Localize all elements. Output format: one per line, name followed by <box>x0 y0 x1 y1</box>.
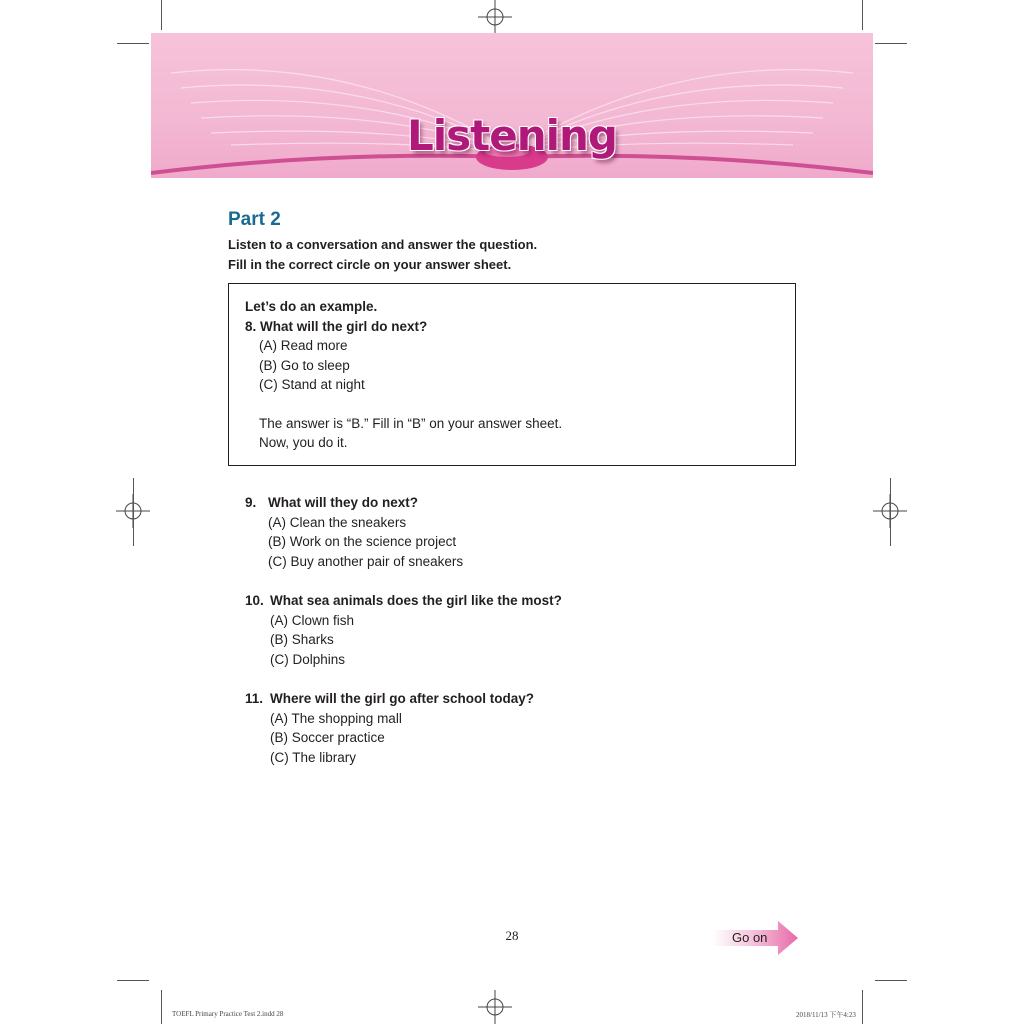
answer-option: (B) Sharks <box>270 632 334 647</box>
crop-mark <box>875 43 907 44</box>
crop-mark <box>133 478 134 546</box>
example-closing: Now, you do it. <box>259 435 348 450</box>
footer-filename: TOEFL Primary Practice Test 2.indd 28 <box>172 1010 284 1018</box>
instruction-text: Listen to a conversation and answer the question. <box>228 237 538 252</box>
question-number: 9. <box>245 495 257 510</box>
answer-option: (C) The library <box>270 750 357 765</box>
example-option: (A) Read more <box>259 338 348 353</box>
question-text: Where will the girl go after school today? <box>270 691 535 706</box>
answer-option: (B) Work on the science project <box>268 534 457 549</box>
question-number: 10. <box>245 593 264 608</box>
crop-mark <box>875 980 907 981</box>
crop-mark <box>117 43 149 44</box>
instruction-text: Fill in the correct circle on your answer sheet. <box>228 257 512 272</box>
crop-mark <box>890 478 891 546</box>
crop-mark <box>161 0 162 30</box>
example-question: 8. What will the girl do next? <box>245 319 428 334</box>
crop-mark <box>862 0 863 30</box>
example-box <box>228 283 796 466</box>
section-banner <box>151 33 873 178</box>
answer-option: (A) Clown fish <box>270 613 355 628</box>
example-intro: Let’s do an example. <box>245 299 378 314</box>
crop-mark <box>161 990 162 1024</box>
answer-option: (A) The shopping mall <box>270 711 402 726</box>
go-on-button[interactable] <box>712 921 800 955</box>
answer-option: (A) Clean the sneakers <box>268 515 407 530</box>
answer-option: (C) Dolphins <box>270 652 346 667</box>
question-text: What will they do next? <box>268 495 419 510</box>
question-text: What sea animals does the girl like the most? <box>270 593 562 608</box>
example-option: (C) Stand at night <box>259 377 365 392</box>
page-title: Listening <box>407 111 617 160</box>
page-number: 28 <box>505 928 519 943</box>
registration-mark-icon <box>478 990 512 1024</box>
answer-option: (B) Soccer practice <box>270 730 385 745</box>
answer-option: (C) Buy another pair of sneakers <box>268 554 464 569</box>
go-on-label: Go on <box>732 930 768 945</box>
registration-mark-icon <box>478 0 512 34</box>
footer-timestamp: 2018/11/13 下午4:23 <box>796 1011 856 1019</box>
crop-mark <box>862 990 863 1024</box>
question-number: 11. <box>245 691 264 706</box>
crop-mark <box>117 980 149 981</box>
example-option: (B) Go to sleep <box>259 358 350 373</box>
example-answer: The answer is “B.” Fill in “B” on your answer sheet. <box>259 416 563 431</box>
part-heading: Part 2 <box>228 209 281 230</box>
